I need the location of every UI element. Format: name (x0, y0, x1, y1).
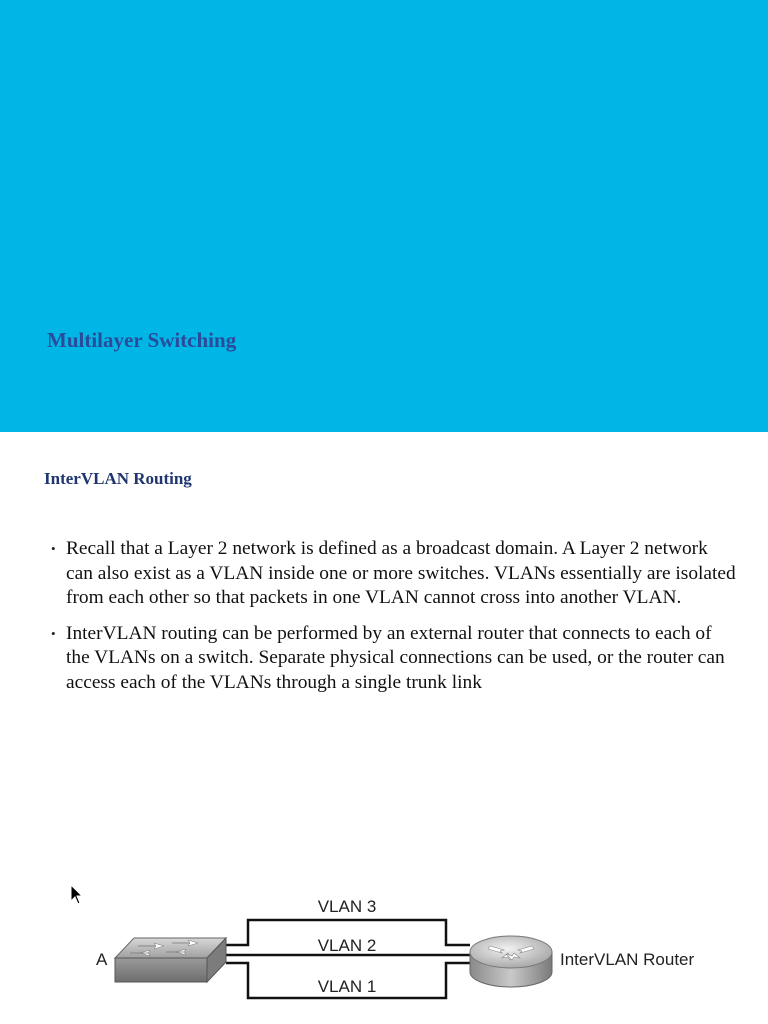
bullet-item (48, 622, 738, 696)
title-banner (0, 0, 768, 432)
page-title: Multilayer Switching (47, 328, 237, 352)
vlan3-label: VLAN 3 (317, 897, 377, 916)
bullet-item (48, 537, 738, 611)
bullet-text: InterVLAN routing can be performed by an external router that connects to each of the VLANs on a switch. Separate physical connections can be used, or the router can access each of the VLANs through a single trunk link (66, 622, 725, 693)
vlan2-label: VLAN 2 (317, 936, 377, 955)
vlan1-label: VLAN 1 (317, 977, 377, 996)
bullet-dot-icon: • (51, 541, 56, 556)
bullet-text: Recall that a Layer 2 network is defined as a broadcast domain. A Layer 2 network can also exist as a VLAN inside one or more switches. VLANs essentially are isolated from each other so that packets in one VLAN cannot cross into another VLAN. (66, 538, 736, 608)
router-label: InterVLAN Router (560, 950, 695, 969)
intervlan-diagram (90, 890, 730, 1010)
switch-icon (115, 938, 226, 982)
section-title: InterVLAN Routing (44, 469, 192, 488)
mouse-cursor-icon (70, 884, 84, 906)
bullet-list (48, 537, 738, 706)
bullet-dot-icon: • (51, 625, 56, 641)
switch-label: A (96, 950, 108, 969)
router-icon (470, 936, 552, 987)
